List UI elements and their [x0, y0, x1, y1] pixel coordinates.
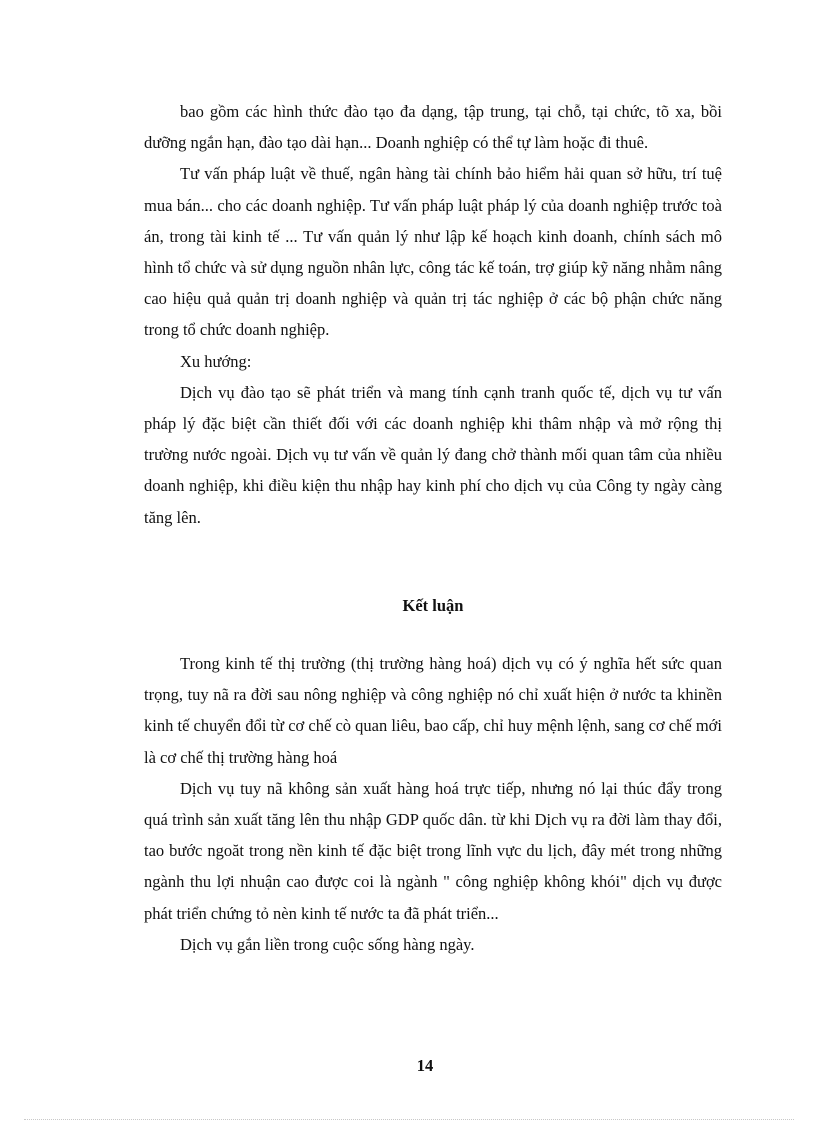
- paragraph: Dịch vụ gắn liền trong cuộc sống hàng ngày.: [180, 934, 475, 954]
- paragraph: Trong kinh tế thị trường (thị trường hàng hoá) dịch vụ có ý nghĩa hết sức quan trọng, tuy nã ra đời sau nông nghiệp và công nghiệp nó chỉ xuất hiện ở nước ta khinền kinh tế chuyển đổi từ cơ chế cò quan liêu, bao cấp, chỉ huy mệnh lệnh, sang cơ chế mới là cơ chế thị trường hàng hoá: [144, 654, 722, 767]
- page-bottom-divider: [24, 1119, 794, 1120]
- paragraph: bao gồm các hình thức đào tạo đa dạng, tập trung, tại chỗ, tại chức, tõ xa, bồi dưỡng ngắn hạn, đào tạo dài hạn... Doanh nghiệp có thể tự làm hoặc đi thuê.: [144, 102, 722, 153]
- section-heading: Kết luận: [402, 596, 464, 615]
- paragraph: Tư vấn pháp luật về thuế, ngân hàng tài chính bảo hiểm hải quan sở hữu, trí tuệ mua bán... cho các doanh nghiệp. Tư vấn pháp luật pháp lý của doanh nghiệp trước toà án, trong tài kinh tế ... Tư vấn quản lý như lập kế hoạch kinh doanh, chính sách mô hình tổ chức và sử dụng nguồn nhân lực, công tác kế toán, trợ giúp kỹ năng nhằm nâng cao hiệu quả quản trị doanh nghiệp và quản trị tác nghiệp ở các bộ phận chức năng trong tổ chức doanh nghiệp.: [144, 164, 722, 340]
- paragraph: Dịch vụ tuy nã không sản xuất hàng hoá trực tiếp, nhưng nó lại thúc đẩy trong quá trình sản xuất tăng lên thu nhập GDP quốc dân. từ khi Dịch vụ ra đời làm thay đổi, tao bước ngoăt trong nền kinh tế đặc biệt trong lĩnh vực du lịch, đây mét trong những ngành thu lợi nhuận cao được coi là ngành " công nghiệp không khói" dịch vụ được phát triển chứng tỏ nèn kinh tế nước ta đã phát triển...: [144, 778, 722, 923]
- paragraph: Dịch vụ đào tạo sẽ phát triển và mang tính cạnh tranh quốc tế, dịch vụ tư vấn pháp lý đặc biệt cần thiết đối với các doanh nghiệp khi thâm nhập và mở rộng thị trường nước ngoài. Dịch vụ tư vấn về quản lý đang chở thành mối quan tâm của nhiều doanh nghiệp, khi điều kiện thu nhập hay kinh phí cho dịch vụ của Công ty ngày càng tăng lên.: [144, 382, 722, 527]
- paragraph: Xu hướng:: [180, 351, 252, 371]
- page-number: 14: [416, 1056, 434, 1075]
- body-section-1: [144, 96, 722, 533]
- body-section-2: [144, 648, 722, 960]
